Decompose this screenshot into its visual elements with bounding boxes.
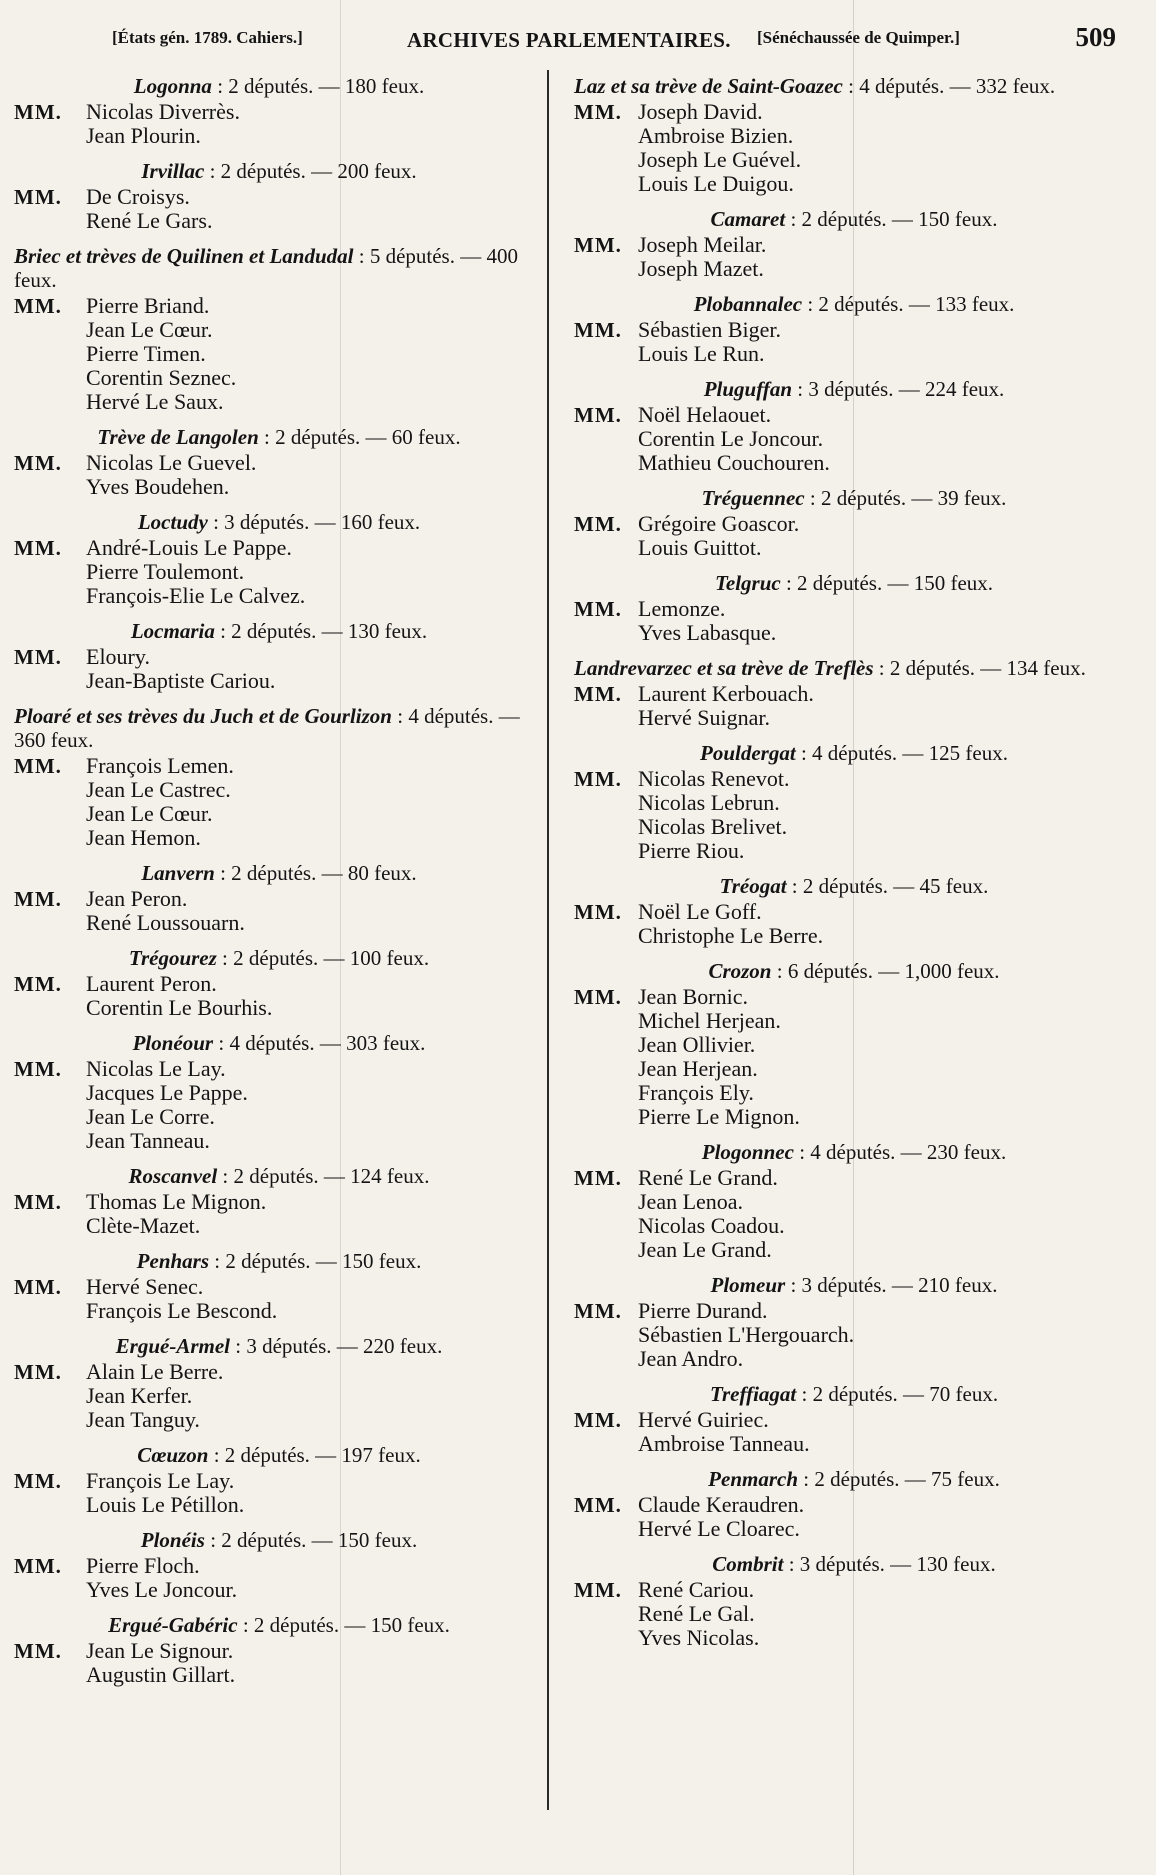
deputy-name: Jean Le Grand. [638,1237,772,1262]
parish-entry [574,1552,1134,1650]
parish-stats: : 3 députés. — 220 feux. [230,1334,443,1358]
parish-entry [574,959,1134,1129]
deputies-list [574,682,1134,730]
deputies-list [14,645,544,693]
deputy-name: Jean Le Signour. [86,1638,234,1663]
parish-entry [574,571,1134,645]
deputies-list [574,1166,1134,1262]
mm-label: MM. [14,185,62,209]
deputy-name: Jean Herjean. [638,1056,758,1081]
deputy-name: Clète-Mazet. [86,1213,201,1238]
deputy-name: Pierre Toulemont. [86,559,245,584]
parish-stats: : 2 députés. — 150 feux. [209,1249,422,1273]
deputies-list [14,887,544,935]
parish-name: Briec et trèves de Quilinen et Landudal [14,244,354,268]
deputy-name: Nicolas Brelivet. [638,814,788,839]
parish-stats: : 2 députés. — 45 feux. [786,874,989,898]
deputy-name: François Le Lay. [86,1468,235,1493]
deputy-name: Pierre Riou. [638,838,745,863]
parish-entry [574,292,1134,366]
mm-label: MM. [574,682,622,706]
deputies-list [574,1299,1134,1371]
deputy-name: Yves Le Joncour. [86,1577,238,1602]
parish-name: Trégourez [128,946,217,970]
parish-stats: : 2 députés. — 75 feux. [798,1467,1000,1491]
deputy-name: Pierre Briand. [86,293,210,318]
deputy-name: Thomas Le Mignon. [86,1189,267,1214]
parish-heading [14,1334,544,1358]
mm-label: MM. [574,1299,622,1323]
parish-name: Pluguffan [703,377,792,401]
parish-stats: : 2 députés. — 180 feux. [211,74,425,98]
parish-stats: : 6 députés. — 1,000 feux. [771,959,1000,983]
deputy-name: Louis Guittot. [638,535,762,560]
parish-heading [14,425,544,449]
mm-label: MM. [14,645,62,669]
parish-heading [14,1443,544,1467]
parish-heading [574,571,1134,595]
parish-entry [14,510,544,608]
parish-heading [574,874,1134,898]
parish-name: Laz et sa trève de Saint-Goazec [574,74,843,98]
mm-label: MM. [14,754,62,778]
page-number: 509 [1075,22,1116,52]
mm-label: MM. [574,1166,622,1190]
parish-name: Camaret [710,207,786,231]
deputy-name: Yves Nicolas. [638,1625,760,1650]
parish-stats: : 4 députés. — 360 feux. [14,704,520,752]
parish-heading [574,741,1134,765]
parish-name: Plonéour [132,1031,214,1055]
parish-heading [574,207,1134,231]
parish-stats: : 2 députés. — 130 feux. [214,619,428,643]
mm-label: MM. [14,294,62,318]
deputy-name: Jean Hemon. [86,825,201,850]
parish-stats: : 4 députés. — 125 feux. [795,741,1008,765]
parish-stats: : 2 députés. — 133 feux. [802,292,1015,316]
parish-entry [14,704,544,850]
parish-stats: : 2 députés. — 100 feux. [216,946,430,970]
deputy-name: Louis Le Duigou. [638,171,794,196]
deputy-name: Jean Andro. [638,1346,744,1371]
deputy-name: Jean Tanneau. [86,1128,210,1153]
deputy-name: Nicolas Renevot. [638,766,790,791]
deputy-name: Pierre Timen. [86,341,206,366]
parish-name: Treffiagat [709,1382,797,1406]
parish-name: Tréogat [719,874,787,898]
parish-stats: : 3 députés. — 130 feux. [783,1552,996,1576]
deputy-name: Jean Le Corre. [86,1104,215,1129]
parish-entry [14,1031,544,1153]
deputy-name: Louis Le Run. [638,341,765,366]
deputy-name: Jean Le Cœur. [86,801,213,826]
deputy-name: François-Elie Le Calvez. [86,583,306,608]
deputy-name: Yves Labasque. [638,620,777,645]
parish-name: Plomeur [710,1273,786,1297]
parish-heading [14,946,544,970]
deputy-name: De Croisys. [86,184,190,209]
parish-name: Irvillac [141,159,205,183]
deputy-name: François Le Bescond. [86,1298,278,1323]
mm-label: MM. [14,451,62,475]
parish-entry [14,159,544,233]
deputy-name: Noël Le Goff. [638,899,762,924]
mm-label: MM. [574,100,622,124]
parish-heading [14,1164,544,1188]
header-left: [États gén. 1789. Cahiers.] [112,28,303,47]
deputy-name: Alain Le Berre. [86,1359,224,1384]
parish-heading [574,377,1134,401]
deputy-name: Claude Keraudren. [638,1492,805,1517]
deputy-name: Joseph Mazet. [638,256,764,281]
deputy-name: François Ely. [638,1080,754,1105]
parish-stats: : 2 députés. — 124 feux. [217,1164,430,1188]
deputy-name: Hervé Senec. [86,1274,204,1299]
mm-label: MM. [574,1408,622,1432]
mm-label: MM. [14,1057,62,1081]
deputy-name: Jean Tanguy. [86,1407,200,1432]
parish-stats: : 2 députés. — 150 feux. [780,571,994,595]
parish-stats: : 4 députés. — 303 feux. [213,1031,426,1055]
parish-heading [14,159,544,183]
parish-name: Locmaria [130,619,215,643]
parish-entry [14,1613,544,1687]
mm-label: MM. [574,985,622,1009]
parish-stats: : 2 députés. — 150 feux. [237,1613,450,1637]
parish-name: Ploaré et ses trèves du Juch et de Gourlizon [14,704,392,728]
deputy-name: René Le Gal. [638,1601,755,1626]
parish-name: Pouldergat [700,741,796,765]
parish-entry [14,619,544,693]
parish-name: Plonéis [140,1528,205,1552]
parish-entry [14,1334,544,1432]
parish-name: Trève de Langolen [97,425,259,449]
deputy-name: François Lemen. [86,753,234,778]
deputy-name: Hervé Guiriec. [638,1407,769,1432]
mm-label: MM. [574,767,622,791]
deputy-name: Nicolas Le Lay. [86,1056,226,1081]
parish-entry [574,207,1134,281]
parish-heading [14,510,544,534]
parish-heading [14,704,544,752]
mm-label: MM. [574,512,622,536]
mm-label: MM. [574,1578,622,1602]
parish-name: Plogonnec [701,1140,794,1164]
parish-stats: : 2 députés. — 150 feux. [785,207,998,231]
header-right: [Sénéchaussée de Quimper.] [757,28,960,47]
parish-name: Roscanvel [128,1164,218,1188]
deputies-list [574,1408,1134,1456]
parish-entry [14,1249,544,1323]
parish-heading [574,1467,1134,1491]
deputy-name: Jean Lenoa. [638,1189,744,1214]
parish-entry [574,486,1134,560]
parish-heading [574,1382,1134,1406]
deputy-name: Jacques Le Pappe. [86,1080,248,1105]
parish-entry [14,861,544,935]
deputies-list [14,294,544,414]
parish-stats: : 2 députés. — 134 feux. [873,656,1086,680]
parish-entry [14,1443,544,1517]
parish-stats: : 4 députés. — 332 feux. [842,74,1056,98]
deputy-name: Hervé Suignar. [638,705,770,730]
mm-label: MM. [14,1275,62,1299]
deputy-name: Nicolas Lebrun. [638,790,780,815]
parish-name: Penmarch [708,1467,799,1491]
parish-stats: : 2 députés. — 197 feux. [208,1443,421,1467]
deputy-name: Yves Boudehen. [86,474,230,499]
deputy-name: Eloury. [86,644,150,669]
column-divider [547,70,549,1810]
right-column [574,74,1134,1661]
deputy-name: Jean Ollivier. [638,1032,756,1057]
parish-entry [574,656,1134,730]
parish-stats: : 2 députés. — 39 feux. [804,486,1007,510]
mm-label: MM. [14,972,62,996]
deputy-name: Jean Le Castrec. [86,777,231,802]
mm-label: MM. [14,1360,62,1384]
parish-heading [14,1031,544,1055]
deputies-list [574,512,1134,560]
mm-label: MM. [14,887,62,911]
mm-label: MM. [574,597,622,621]
deputies-list [14,1190,544,1238]
parish-entry [574,741,1134,863]
parish-name: Tréguennec [701,486,805,510]
deputy-name: Laurent Kerbouach. [638,681,814,706]
deputies-list [14,185,544,233]
deputy-name: Jean Plourin. [86,123,201,148]
deputies-list [574,1578,1134,1650]
parish-entry [574,1382,1134,1456]
parish-heading [574,1273,1134,1297]
deputies-list [14,1554,544,1602]
deputy-name: Augustin Gillart. [86,1662,236,1687]
deputy-name: Mathieu Couchouren. [638,450,830,475]
deputy-name: Sébastien Biger. [638,317,781,342]
parish-stats: : 4 députés. — 230 feux. [793,1140,1007,1164]
deputy-name: Hervé Le Saux. [86,389,224,414]
deputies-list [14,536,544,608]
deputy-name: Joseph Le Guével. [638,147,802,172]
parish-entry [574,874,1134,948]
left-column [14,74,544,1698]
parish-stats: : 3 députés. — 210 feux. [785,1273,998,1297]
parish-name: Telgruc [714,571,781,595]
parish-entry [14,1164,544,1238]
deputy-name: Jean Kerfer. [86,1383,193,1408]
deputies-list [14,1639,544,1687]
mm-label: MM. [14,100,62,124]
parish-name: Landrevarzec et sa trève de Treflès [574,656,874,680]
parish-entry [14,244,544,414]
deputies-list [14,451,544,499]
deputy-name: Joseph David. [638,99,763,124]
deputies-list [574,597,1134,645]
deputy-name: Ambroise Tanneau. [638,1431,810,1456]
deputy-name: André-Louis Le Pappe. [86,535,292,560]
mm-label: MM. [14,1469,62,1493]
mm-label: MM. [14,1554,62,1578]
deputy-name: René Cariou. [638,1577,755,1602]
deputy-name: Michel Herjean. [638,1008,781,1033]
parish-name: Crozon [708,959,772,983]
deputies-list [574,767,1134,863]
parish-stats: : 3 députés. — 160 feux. [207,510,421,534]
mm-label: MM. [14,1190,62,1214]
parish-name: Combrit [712,1552,784,1576]
parish-heading [14,619,544,643]
parish-stats: : 2 députés. — 60 feux. [258,425,461,449]
deputy-name: Jean Peron. [86,886,188,911]
parish-heading [14,74,544,98]
deputy-name: Pierre Durand. [638,1298,768,1323]
deputy-name: Corentin Seznec. [86,365,237,390]
parish-entry [574,377,1134,475]
mm-label: MM. [14,1639,62,1663]
parish-heading [574,74,1134,98]
parish-name: Ergué-Armel [115,1334,231,1358]
deputies-list [14,972,544,1020]
deputies-list [14,1275,544,1323]
mm-label: MM. [574,318,622,342]
mm-label: MM. [574,1493,622,1517]
deputy-name: Laurent Peron. [86,971,217,996]
parish-stats: : 2 députés. — 200 feux. [204,159,417,183]
mm-label: MM. [574,900,622,924]
deputies-list [574,403,1134,475]
deputy-name: Nicolas Coadou. [638,1213,785,1238]
deputy-name: Corentin Le Joncour. [638,426,824,451]
deputy-name: Louis Le Pétillon. [86,1492,245,1517]
parish-stats: : 2 députés. — 80 feux. [214,861,417,885]
parish-name: Ergué-Gabéric [108,1613,238,1637]
parish-entry [574,1273,1134,1371]
deputy-name: René Le Grand. [638,1165,778,1190]
parish-stats: : 2 députés. — 70 feux. [796,1382,999,1406]
parish-heading [14,1249,544,1273]
parish-stats: : 5 députés. — 400 feux. [14,244,518,292]
parish-name: Cœuzon [137,1443,209,1467]
parish-entry [14,1528,544,1602]
deputies-list [14,754,544,850]
deputies-list [574,1493,1134,1541]
parish-heading [574,486,1134,510]
deputy-name: Ambroise Bizien. [638,123,794,148]
deputy-name: Grégoire Goascor. [638,511,800,536]
deputy-name: René Le Gars. [86,208,213,233]
deputies-list [574,985,1134,1129]
deputy-name: Jean-Baptiste Cariou. [86,668,276,693]
deputies-list [574,233,1134,281]
deputy-name: René Loussouarn. [86,910,245,935]
parish-entry [14,425,544,499]
deputies-list [14,1360,544,1432]
parish-heading [574,292,1134,316]
parish-entry [14,74,544,148]
deputy-name: Lemonze. [638,596,726,621]
deputy-name: Noël Helaouet. [638,402,772,427]
parish-heading [574,656,1134,680]
deputy-name: Sébastien L'Hergouarch. [638,1322,855,1347]
deputies-list [14,100,544,148]
parish-heading [574,1140,1134,1164]
deputy-name: Christophe Le Berre. [638,923,824,948]
parish-entry [574,1467,1134,1541]
deputy-name: Joseph Meilar. [638,232,767,257]
deputies-list [14,1469,544,1517]
parish-stats: : 3 députés. — 224 feux. [792,377,1005,401]
deputies-list [14,1057,544,1153]
header-title: ARCHIVES PARLEMENTAIRES. [407,28,731,52]
deputies-list [574,100,1134,196]
parish-entry [574,1140,1134,1262]
parish-heading [14,244,544,292]
parish-name: Lanvern [141,861,215,885]
deputy-name: Pierre Le Mignon. [638,1104,800,1129]
deputy-name: Pierre Floch. [86,1553,200,1578]
parish-heading [14,861,544,885]
parish-heading [14,1528,544,1552]
running-header [112,24,1116,64]
parish-name: Logonna [133,74,212,98]
mm-label: MM. [14,536,62,560]
parish-heading [574,1552,1134,1576]
parish-name: Plobannalec [693,292,803,316]
parish-stats: : 2 députés. — 150 feux. [204,1528,418,1552]
deputy-name: Hervé Le Cloarec. [638,1516,800,1541]
parish-name: Loctudy [137,510,208,534]
mm-label: MM. [574,403,622,427]
deputies-list [574,900,1134,948]
parish-entry [574,74,1134,196]
parish-entry [14,946,544,1020]
deputy-name: Jean Le Cœur. [86,317,213,342]
parish-heading [14,1613,544,1637]
deputies-list [574,318,1134,366]
deputy-name: Corentin Le Bourhis. [86,995,273,1020]
mm-label: MM. [574,233,622,257]
deputy-name: Nicolas Le Guevel. [86,450,257,475]
parish-name: Penhars [136,1249,210,1273]
parish-heading [574,959,1134,983]
deputy-name: Nicolas Diverrès. [86,99,240,124]
deputy-name: Jean Bornic. [638,984,748,1009]
